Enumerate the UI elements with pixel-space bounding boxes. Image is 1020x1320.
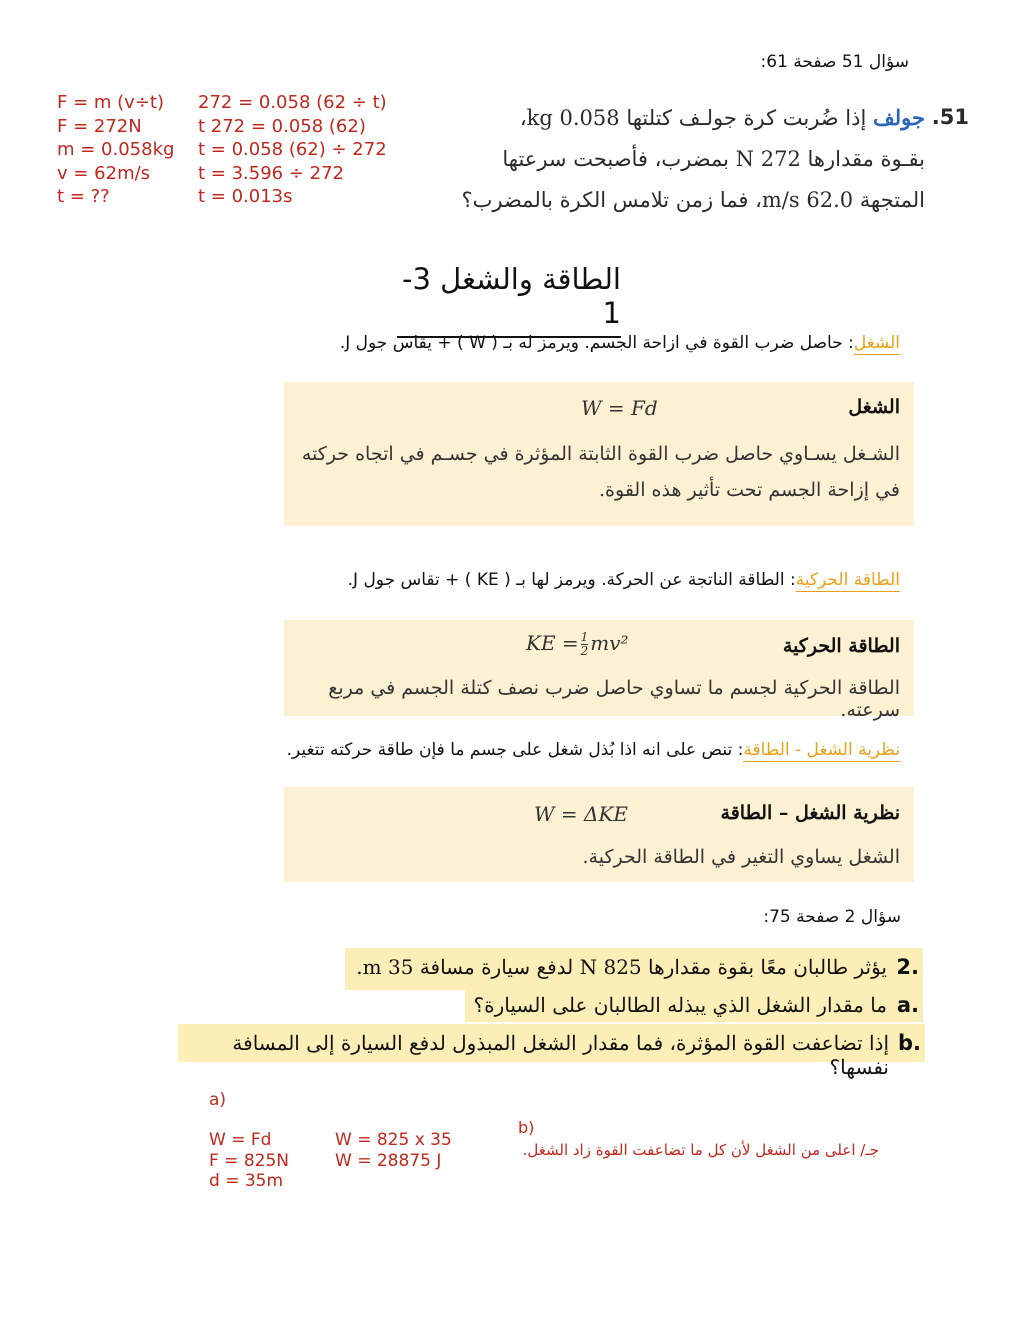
definition-text: : تنص على انه اذا بُذل شغل على جسم ما فإن طاقة حركته تتغير. — [286, 740, 744, 760]
calc-line: W = 28875 J — [335, 1150, 442, 1171]
term-work-energy-theorem: نظرية الشغل - الطاقة — [743, 740, 900, 760]
calc-line: W = Fd — [209, 1130, 272, 1150]
calc-line: 272 = 0.058 (62 ÷ t) — [198, 92, 387, 113]
q2-highlight-main — [345, 948, 923, 990]
subquestion-label: a. — [896, 993, 919, 1017]
question-number: 2. — [896, 955, 919, 979]
theorem-definition-box — [284, 787, 914, 882]
calc-line: d = 35m — [209, 1171, 284, 1191]
question-text: إذا تضاعفت القوة المؤثرة، فما مقدار الشغل المبذول لدفع السيارة إلى المسافة نفسها؟ — [232, 1031, 889, 1079]
question-text: ما مقدار الشغل الذي يبذله الطالبان على السيارة؟ — [473, 993, 887, 1017]
q2-highlight-a — [465, 988, 923, 1022]
formula-lhs: KE = — [526, 631, 579, 655]
formula-rhs: mv² — [590, 631, 629, 655]
box-title: نظرية الشغل – الطاقة — [720, 802, 900, 824]
box-text: الشغل يساوي التغير في الطاقة الحركية. — [582, 846, 900, 868]
calc-line: m = 0.058kg — [57, 139, 175, 160]
ke-definition — [348, 570, 900, 590]
book-line: المتجهة 62.0 m/s، فما زمن تلامس الكرة بالمضرب؟ — [461, 188, 925, 212]
question-keyword: جولف — [873, 105, 925, 130]
calc-line: t = ?? — [57, 186, 110, 207]
fraction-numerator: 1 — [580, 630, 589, 644]
answer-a-solution — [335, 1130, 452, 1171]
question-text: يؤثر طالبان معًا بقوة مقدارها 825 N لدفع سيارة مسافة 35 m. — [356, 955, 887, 979]
q51-reference: سؤال 51 صفحة 61: — [760, 52, 909, 72]
section-title: الطاقة والشغل 3-1 — [401, 262, 621, 330]
answer-b-label: b) — [518, 1118, 535, 1137]
fraction-denominator: 2 — [580, 644, 589, 658]
subquestion-label: b. — [897, 1031, 921, 1055]
q2-highlight-b — [178, 1024, 925, 1079]
calc-line: W = 825 x 35 — [335, 1130, 452, 1150]
calc-line: F = m (v÷t) — [57, 92, 164, 113]
fraction — [581, 631, 589, 658]
work-definition — [340, 333, 900, 353]
answer-a-label: a) — [209, 1090, 227, 1110]
calc-line: t 272 = 0.058 (62) — [198, 115, 366, 137]
calc-line: t = 0.058 (62) ÷ 272 — [198, 139, 387, 160]
box-text: الشـغل يسـاوي حاصل ضرب القوة الثابتة المؤثرة في جسـم في اتجاه حركته في إزاحة الجسم تحت تأثير هذه القوة. — [301, 443, 900, 501]
calc-line: t = 0.013s — [198, 186, 293, 207]
work-formula: W = Fd — [581, 396, 658, 420]
answer-b-text: جـ/ اعلى من الشغل لأن كل ما تضاعفت القوة زاد الشغل. — [522, 1141, 879, 1159]
calc-line: v = 62m/s — [57, 162, 151, 184]
answer-a-givens — [209, 1130, 289, 1192]
calc-line: t = 3.596 ÷ 272 — [198, 162, 344, 184]
theorem-formula: W = ΔKE — [534, 802, 629, 826]
book-line: بقـوة مقدارها 272 N بمضرب، فأصبحت سرعتها — [502, 147, 925, 171]
calc-line: F = 825N — [209, 1150, 289, 1171]
book-line: إذا ضُربت كرة جولـف كتلتها 0.058 kg، — [519, 106, 867, 130]
box-title: الشغل — [848, 396, 900, 418]
theorem-definition — [287, 740, 900, 760]
definition-text: : حاصل ضرب القوة في ازاحة الجسم. ويرمز له بـ ( W ) + يقاس جول J. — [339, 333, 854, 353]
term-work: الشغل — [853, 333, 900, 353]
work-definition-box — [284, 382, 914, 526]
q51-textbook-excerpt — [455, 97, 969, 221]
q2-reference: سؤال 2 صفحة 75: — [763, 907, 901, 927]
ke-definition-box — [284, 620, 914, 721]
term-kinetic-energy: الطاقة الحركية — [795, 570, 900, 590]
definition-text: : الطاقة الناتجة عن الحركة. ويرمز لها بـ ( KE ) + تقاس جول J. — [347, 570, 796, 590]
q51-givens — [57, 91, 174, 209]
box-title: الطاقة الحركية — [782, 635, 900, 657]
calc-line: F = 272N — [57, 115, 142, 137]
q51-solution — [198, 91, 387, 209]
question-number: 51. — [931, 105, 969, 129]
ke-formula — [526, 631, 629, 658]
box-text: الطاقة الحركية لجسم ما تساوي حاصل ضرب نصف كتلة الجسم في مربع سرعته. — [328, 677, 900, 721]
section-title-wrap — [397, 262, 621, 338]
